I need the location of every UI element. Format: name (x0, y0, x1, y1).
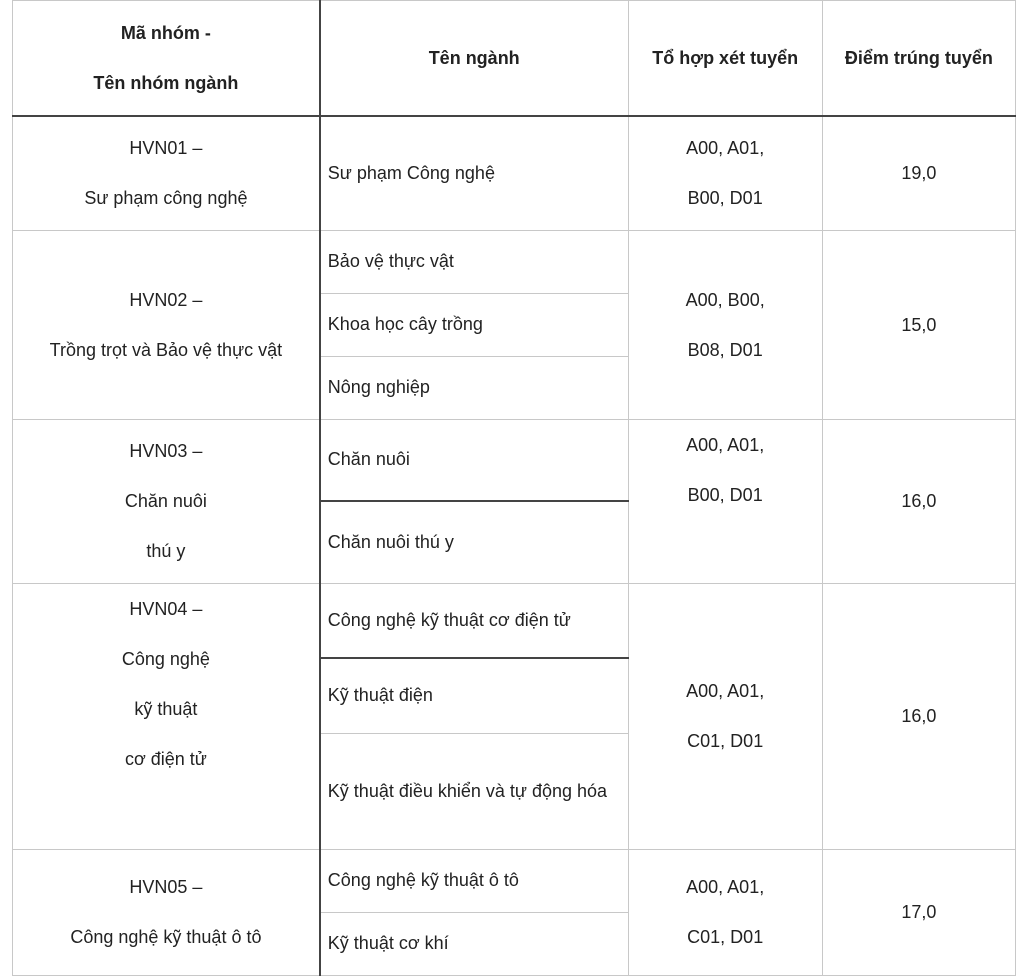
group-name: Sư phạm công nghệ (84, 188, 248, 209)
group-code: HVN03 – (129, 441, 203, 461)
combo-line: A00, A01, (686, 877, 765, 897)
group-name: Công nghệ kỹ thuật ô tô (70, 927, 262, 947)
header-major: Tên ngành (320, 1, 628, 117)
group-code: HVN05 – (129, 877, 203, 897)
table-row (13, 849, 1016, 912)
group-cell (13, 583, 320, 849)
combo-cell (628, 849, 822, 975)
major-cell: Kỹ thuật điện (320, 658, 628, 733)
combo-line: A00, A01, (686, 681, 765, 701)
major-cell: Nông nghiệp (320, 356, 628, 419)
group-name: Chăn nuôi (124, 491, 207, 511)
major-cell: Bảo vệ thực vật (320, 230, 628, 293)
score-cell: 15,0 (822, 230, 1015, 419)
score-cell: 16,0 (822, 419, 1015, 583)
group-cell (13, 230, 320, 419)
score-cell: 17,0 (822, 849, 1015, 975)
major-cell: Công nghệ kỹ thuật cơ điện tử (320, 583, 628, 658)
score-cell: 19,0 (822, 116, 1015, 230)
combo-line: B08, D01 (687, 339, 763, 360)
combo-line: A00, A01, (686, 434, 765, 455)
header-group-line1: Mã nhóm - (120, 23, 211, 43)
group-cell (13, 116, 320, 230)
table-row (13, 116, 1016, 230)
group-cell (13, 419, 320, 583)
combo-cell (628, 419, 822, 583)
score-cell: 16,0 (822, 583, 1015, 849)
header-row (13, 1, 1016, 117)
table-row (13, 583, 1016, 658)
combo-line: C01, D01 (687, 731, 764, 751)
table-row (13, 419, 1016, 501)
combo-line: C01, D01 (687, 927, 764, 947)
combo-line: A00, B00, (685, 289, 765, 310)
combo-line: A00, A01, (686, 138, 765, 159)
table-row (13, 230, 1016, 293)
major-cell: Chăn nuôi (320, 419, 628, 501)
major-cell: Công nghệ kỹ thuật ô tô (320, 849, 628, 912)
admission-scores-table (12, 0, 1016, 976)
combo-cell (628, 230, 822, 419)
header-score: Điểm trúng tuyển (822, 1, 1015, 117)
combo-line: B00, D01 (687, 188, 763, 209)
combo-cell (628, 583, 822, 849)
major-cell (320, 733, 628, 849)
group-name: thú y (146, 541, 186, 561)
group-name: cơ điện tử (124, 748, 207, 769)
major-cell: Khoa học cây trồng (320, 293, 628, 356)
major-cell: Sư phạm Công nghệ (320, 116, 628, 230)
major-cell: Chăn nuôi thú y (320, 501, 628, 583)
combo-line: B00, D01 (687, 484, 763, 505)
group-code: HVN02 – (129, 289, 203, 310)
combo-cell (628, 116, 822, 230)
header-combo: Tổ hợp xét tuyển (628, 1, 822, 117)
group-cell (13, 849, 320, 975)
group-code: HVN01 – (129, 138, 203, 159)
group-name: Công nghệ (121, 648, 210, 669)
group-name: Trồng trọt và Bảo vệ thực vật (49, 339, 283, 360)
header-group (13, 1, 320, 117)
group-code: HVN04 – (129, 598, 203, 619)
header-group-line2: Tên nhóm ngành (93, 73, 239, 93)
major-cell: Kỹ thuật cơ khí (320, 912, 628, 975)
group-name: kỹ thuật (134, 698, 198, 719)
major-name: Kỹ thuật điều khiển và tự động hóa (327, 781, 608, 801)
